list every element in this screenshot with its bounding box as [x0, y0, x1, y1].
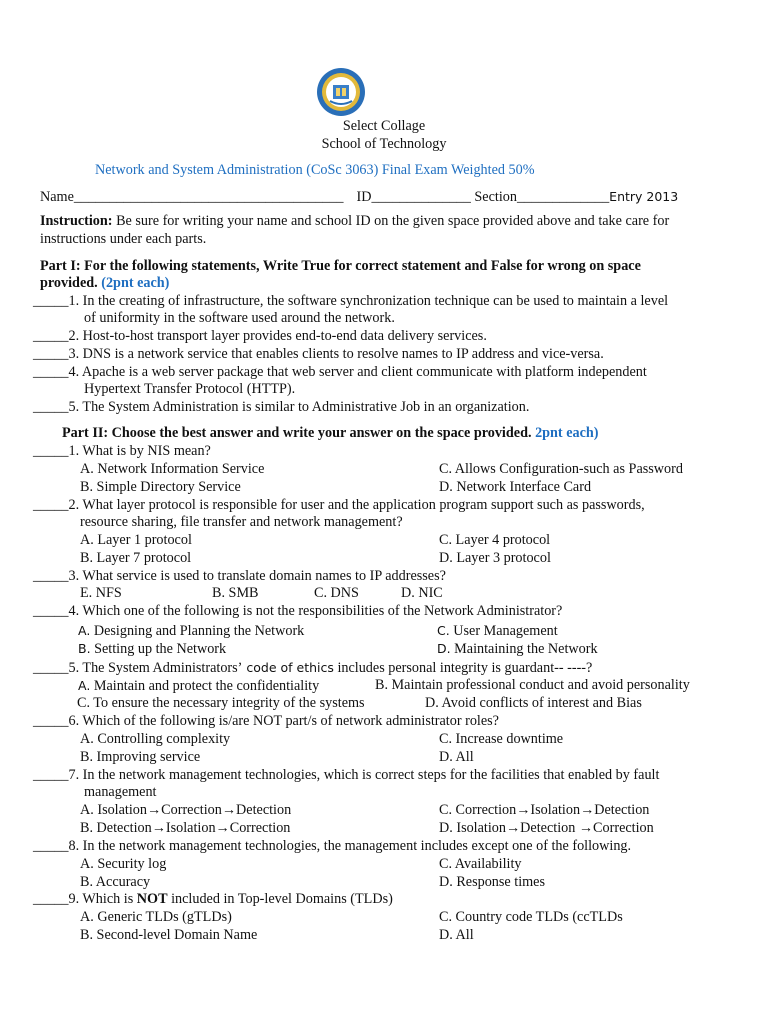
option: D. Isolation→Detection →Correction [439, 820, 654, 836]
option: B. Detection→Isolation→Correction [80, 820, 291, 836]
question-text: 1. In the creating of infrastructure, the software synchronization technique can be used to maintain a level [68, 293, 669, 309]
instruction-text: Be sure for writing your name and school ID on the given space provided above and take care for [112, 213, 670, 229]
option: B. Second-level Domain Name [80, 927, 258, 943]
name-field[interactable]: ______________________________________ [73, 189, 344, 205]
question-text: 7. In the network management technologies, which is correct steps for the facilities that enabled by fault [68, 767, 660, 783]
question-text: 9. Which is [68, 891, 137, 907]
school-name: Select Collage [342, 118, 426, 134]
option: B. SMB [212, 585, 259, 601]
option-text: Designing and Planning the Network [90, 623, 305, 639]
answer-blank[interactable]: _____ [33, 767, 69, 783]
option: B. Improving service [80, 749, 201, 765]
student-info-row [40, 188, 678, 207]
question-text: 2. What layer protocol is responsible for user and the application program support such as passwords, [68, 497, 645, 513]
option: C. Correction→Isolation→Detection [439, 802, 650, 818]
option: C. DNS [314, 585, 359, 601]
question-text: 8. In the network management technologies, the management includes except one of the following. [68, 838, 632, 854]
part1-q4 [33, 364, 647, 382]
question-text: 5. The System Administration is similar to Administrative Job in an organization. [68, 399, 530, 415]
answer-blank[interactable]: _____ [33, 603, 69, 619]
option [78, 640, 226, 659]
option: D. NIC [401, 585, 443, 601]
option: D. Response times [439, 874, 546, 890]
part2-q1 [33, 443, 211, 461]
option: A. Isolation→Correction→Detection [80, 802, 292, 818]
part2-q2 [33, 497, 645, 515]
part1-q1 [33, 293, 668, 311]
option: C. Availability [439, 856, 522, 872]
part2-q6 [33, 713, 499, 731]
part1-q3 [33, 346, 604, 364]
option: A. Network Information Service [80, 461, 265, 477]
part2-q2-cont: resource sharing, file transfer and network management? [80, 514, 403, 530]
option [437, 640, 598, 659]
option-text: Setting up the Network [90, 641, 227, 657]
question-text: 1. What is by NIS mean? [68, 443, 211, 459]
option: B. Maintain professional conduct and avoid personality [375, 677, 690, 693]
section-field[interactable]: _____________ [516, 189, 610, 205]
option: B. Simple Directory Service [80, 479, 241, 495]
part2-q5 [33, 659, 592, 678]
option: D. All [439, 927, 474, 943]
option: D. Network Interface Card [439, 479, 592, 495]
answer-blank[interactable]: _____ [33, 364, 69, 380]
option: C. To ensure the necessary integrity of the systems [77, 695, 365, 711]
part2-title [62, 425, 599, 443]
part2-q3 [33, 568, 446, 586]
college-seal-icon [316, 67, 366, 117]
question-text: 6. Which of the following is/are NOT part/s of network administrator roles? [68, 713, 499, 729]
answer-blank[interactable]: _____ [33, 399, 69, 415]
answer-blank[interactable]: _____ [33, 293, 69, 309]
option: D. Layer 3 protocol [439, 550, 551, 566]
instruction-label: Instruction: [40, 213, 113, 229]
part2-title-text: Part II: Choose the best answer and write your answer on the space provided. [62, 425, 532, 441]
option [78, 677, 319, 696]
question-text: 2. Host-to-host transport layer provides end-to-end data delivery services. [68, 328, 487, 344]
option-letter: B. [78, 641, 91, 656]
answer-blank[interactable]: _____ [33, 497, 69, 513]
option-letter: A. [78, 678, 91, 693]
answer-blank[interactable]: _____ [33, 713, 69, 729]
part1-title-2 [40, 275, 169, 293]
option-text: User Management [449, 623, 558, 639]
option: C. Increase downtime [439, 731, 564, 747]
answer-blank[interactable]: _____ [33, 891, 69, 907]
option: A. Controlling complexity [80, 731, 231, 747]
question-text: 5. The System Administrators’ [68, 660, 243, 676]
name-label: Name [40, 189, 74, 205]
option [78, 622, 304, 641]
answer-blank[interactable]: _____ [33, 660, 69, 676]
option-letter: C. [437, 623, 450, 638]
section-label: Section [474, 189, 517, 205]
part2-q7 [33, 767, 659, 785]
part2-q7-cont: management [84, 784, 157, 800]
question-text: 3. What service is used to translate domain names to IP addresses? [68, 568, 446, 584]
question-emphasis: NOT [136, 891, 168, 907]
answer-blank[interactable]: _____ [33, 328, 69, 344]
option: A. Generic TLDs (gTLDs) [80, 909, 232, 925]
option: C. Layer 4 protocol [439, 532, 551, 548]
part1-q5 [33, 399, 529, 417]
option-letter: A. [78, 623, 91, 638]
exam-title: Network and System Administration (CoSc 3063) Final Exam Weighted 50% [95, 162, 535, 178]
option-letter: D. [437, 641, 451, 656]
part1-q1-cont: of uniformity in the software used around the network. [84, 310, 395, 326]
question-text: 3. DNS is a network service that enables clients to resolve names to IP address and vice-versa. [68, 346, 604, 362]
option: C. Allows Configuration-such as Password [439, 461, 683, 477]
id-field[interactable]: ______________ [371, 189, 471, 205]
question-text-end: includes personal integrity is guardant-- ----? [333, 660, 593, 676]
part1-points: (2pnt each) [97, 275, 170, 291]
entry-label: Entry 2013 [609, 189, 679, 204]
option: A. Layer 1 protocol [80, 532, 192, 548]
answer-blank[interactable]: _____ [33, 443, 69, 459]
option: A. Security log [80, 856, 167, 872]
option: D. All [439, 749, 474, 765]
answer-blank[interactable]: _____ [33, 838, 69, 854]
question-text: 4. Which one of the following is not the responsibilities of the Network Administrator? [68, 603, 563, 619]
option: E. NFS [80, 585, 122, 601]
part1-title-cont: provided. [40, 275, 98, 291]
question-text-sans: code of ethics [242, 660, 334, 675]
part2-q8 [33, 838, 631, 856]
question-text: 4. Apache is a web server package that web server and client communicate with platform independent [68, 364, 647, 380]
part2-q9 [33, 891, 393, 909]
part1-q2 [33, 328, 487, 346]
answer-blank[interactable]: _____ [33, 346, 69, 362]
option: B. Layer 7 protocol [80, 550, 192, 566]
option: D. Avoid conflicts of interest and Bias [425, 695, 642, 711]
option-text: Maintaining the Network [450, 641, 598, 657]
part1-q4-cont: Hypertext Transfer Protocol (HTTP). [84, 381, 296, 397]
answer-blank[interactable]: _____ [33, 568, 69, 584]
question-text-end: included in Top-level Domains (TLDs) [167, 891, 393, 907]
option [437, 622, 558, 641]
option-text: Maintain and protect the confidentiality [90, 678, 320, 694]
part2-q4 [33, 603, 562, 621]
id-label: ID [356, 189, 372, 205]
option: B. Accuracy [80, 874, 151, 890]
instruction-line-2: instructions under each parts. [40, 231, 207, 247]
faculty-name: School of Technology [321, 136, 447, 152]
part1-title: Part I: For the following statements, Write True for correct statement and False for wrong on space [40, 258, 641, 274]
option: C. Country code TLDs (ccTLDs [439, 909, 623, 925]
part2-points: 2pnt each) [531, 425, 599, 441]
instruction-line-1 [40, 213, 669, 231]
